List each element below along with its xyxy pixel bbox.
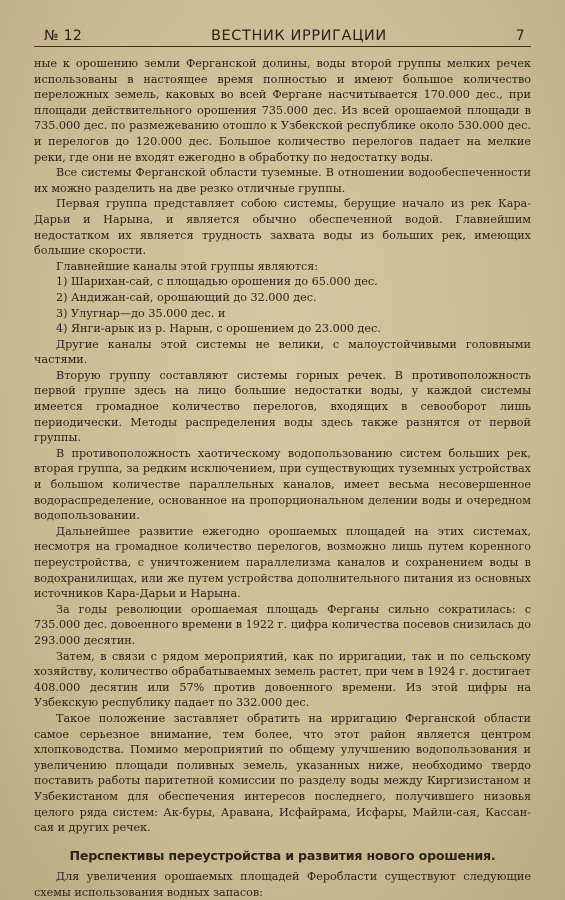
canal-list-item: 2) Андижан-сай, орошающий до 32.000 дес. — [56, 290, 317, 304]
canal-list-item: 1) Шарихан-сай, с площадью орошения до 65.000 дес. — [56, 275, 378, 289]
paragraph: Первая группа представляет собою системы, берущие начало из рек Кара-Дарьи и Нарына, и является обычно обеспеченной водой. Главнейшим недостатком их является трудность захвата воды из больших рек, имеющих большие скорости. — [34, 197, 531, 258]
paragraph: Вторую группу составляют системы горных речек. В противоположность первой группе здесь на лицо большие недостатки воды, у каждой системы имеется громадное количество перелогов, входящих в севооборот лишь периодически. Методы распределения воды здесь также разнятся от первой группы. — [34, 368, 531, 445]
paragraph: Для увеличения орошаемых площадей Феробласти существуют следующие схемы использования водных запасов: — [34, 870, 531, 899]
paragraph: В противоположность хаотическому водопользованию систем больших рек, вторая группа, за редким исключением, при существующих туземных устройствах и большом количестве параллельных каналов, имеет весьма несовершенное водораспределение, основанное на пропорциональном делении воды и очередном водопользовании. — [34, 446, 531, 523]
paragraph: Другие каналы этой системы не велики, с малоустойчивыми головными частями. — [34, 337, 531, 367]
canal-list-item: 3) Улугнар—до 35.000 дес. и — [56, 306, 226, 320]
running-header — [34, 28, 531, 47]
paragraph-continued: ные к орошению земли Ферганской долины, воды второй группы мелких речек использованы в настоящее время полностью и имеют большое количество переложных земель, каковых во всей Фергане насчитывается 170.000 дес., при площади действительного орошения 735.000 дес. Из всей орошаемой площади в 735.000 дес. по размежеванию отошло к Узбекской республике около 530.000 дес. и перелогов до 120.000 дес. Большое количество перелогов падает на мелкие реки, где они не входят ежегодно в обработку по недостатку воды. — [34, 57, 531, 164]
article-body — [34, 56, 531, 900]
paragraph: Дальнейшее развитие ежегодно орошаемых площадей на этих системах, несмотря на громадное количество перелогов, возможно лишь путем коренного переустройства, с уничтожением параллелизма каналов и сохранением воды в водохранилищах, или же путем устройства дополнительного питания из основных источников Кара-Дарьи и Нарына. — [34, 524, 531, 601]
paragraph: Такое положение заставляет обратить на ирригацию Ферганской области самое серьезное внимание, тем более, что этот район является центром хлопководства. Помимо мероприятий по общему улучшению водопользования и увеличению площади поливных земель, указанных ниже, необходимо твердо поставить работы паритетной комиссии по разделу воды между Киргизистаном и Узбекистаном для обеспечения интересов последнего, получившего низовья целого ряда систем: Ак-буры, Аравана, Исфайрама, Исфары, Майли-сая, Кассан-сая и других речек. — [34, 711, 531, 835]
paragraph: Все системы Ферганской области туземные. В отношении водообеспеченности их можно разделить на две резко отличные группы. — [34, 166, 531, 195]
paragraph: Затем, в связи с рядом мероприятий, как по ирригации, так и по сельскому хозяйству, количество обрабатываемых земель растет, при чем в 1924 г. достигает 408.000 десятин или 57% против довоенного времени. Из этой цифры на Узбекскую республику падает по 332.000 дес. — [34, 649, 531, 710]
paragraph: Главнейшие каналы этой группы являются: — [56, 259, 319, 273]
paragraph: За годы революции орошаемая площадь Ферганы сильно сократилась: с 735.000 дес. довоенного времени в 1922 г. цифра количества посевов снизилась до 293.000 десятин. — [34, 602, 531, 647]
journal-title: ВЕСТНИК ИРРИГАЦИИ — [210, 28, 387, 44]
section-heading: Перспективы переустройства и развития нового орошения. — [69, 847, 496, 863]
canal-list-item: 4) Янги-арык из р. Нарын, с орошением до 23.000 дес. — [56, 322, 381, 336]
page-number: 7 — [515, 28, 525, 44]
issue-number: № 12 — [44, 28, 83, 44]
